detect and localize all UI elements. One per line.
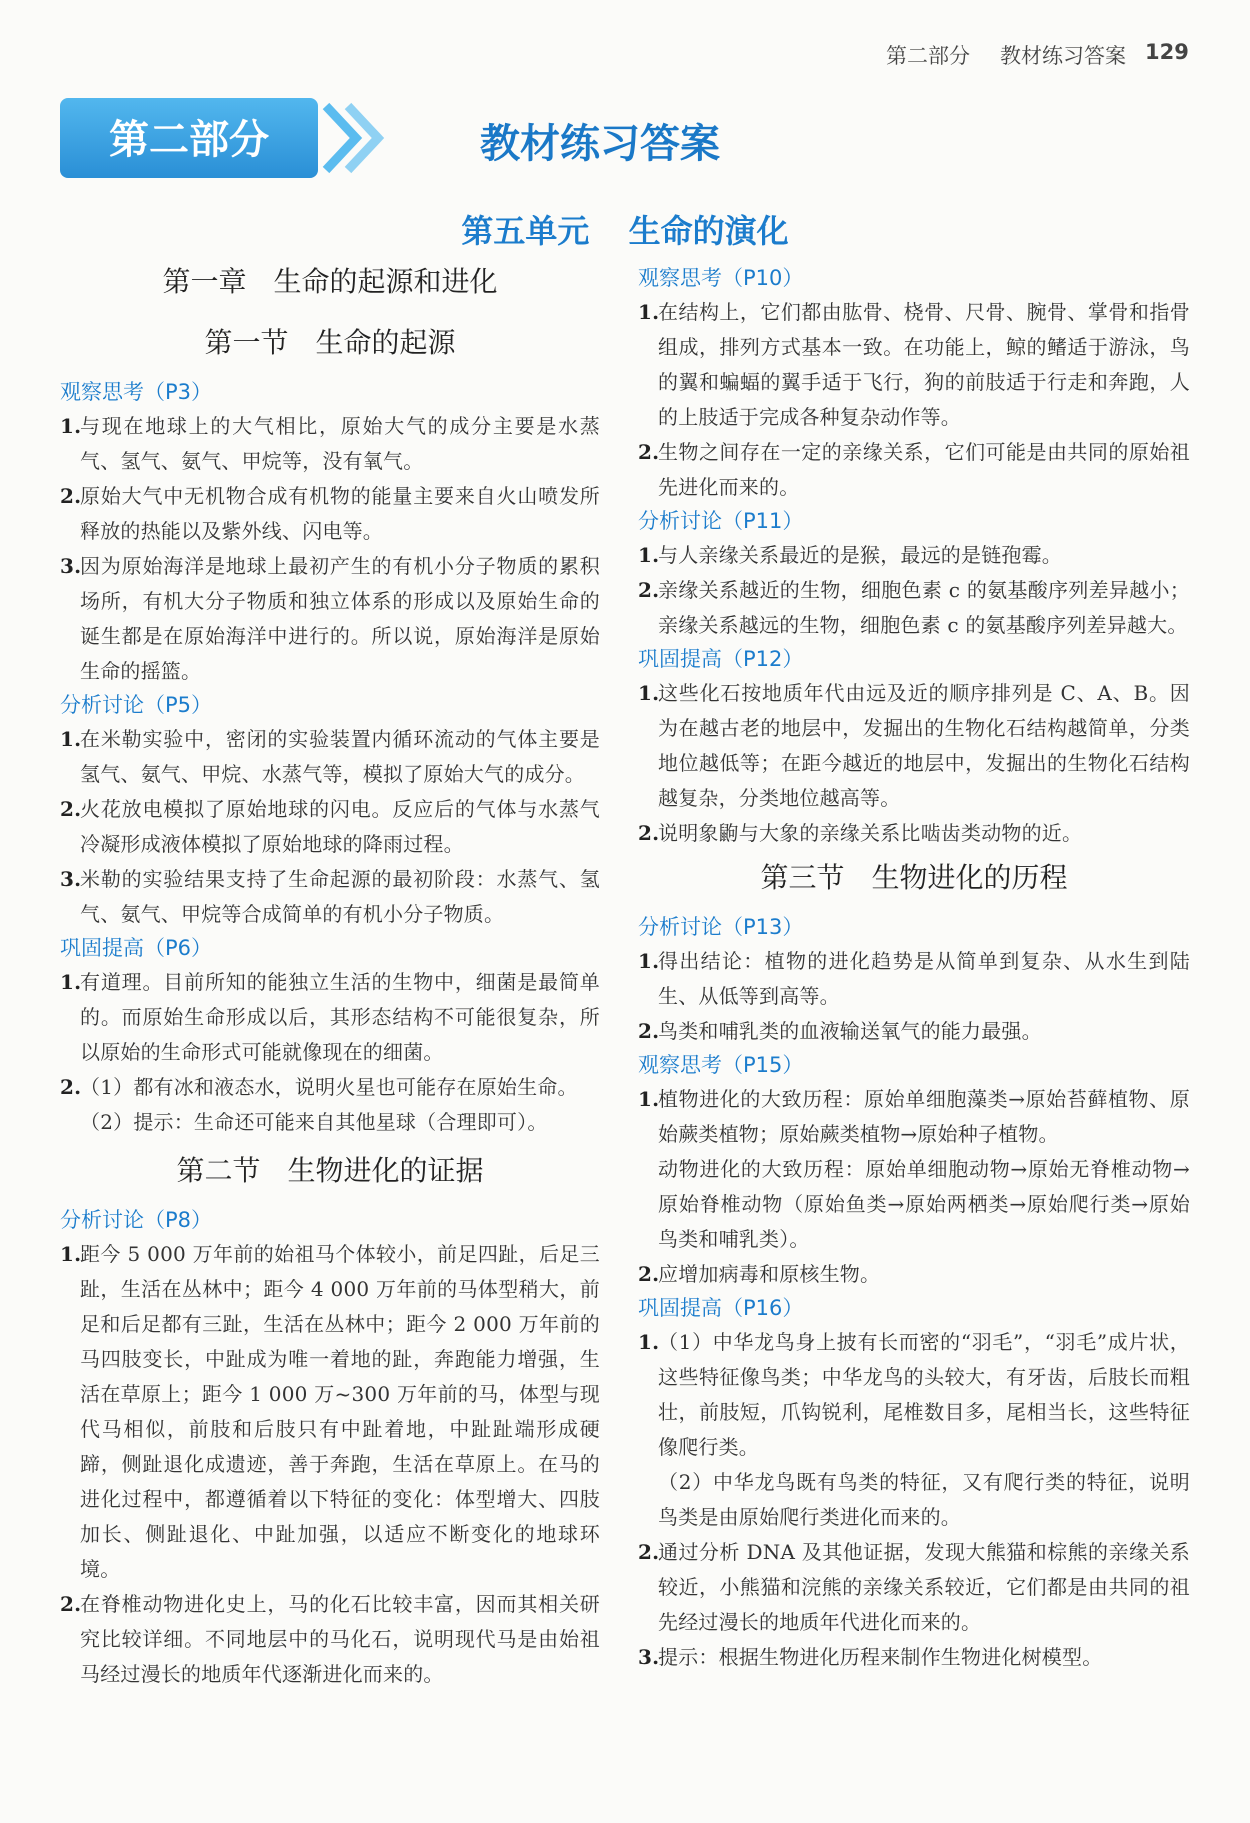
answer-item: 2. 原始大气中无机物合成有机物的能量主要来自火山喷发所释放的热能以及紫外线、闪电等。 [60, 484, 600, 543]
answer-item: 2. 通过分析 DNA 及其他证据，发现大熊猫和棕熊的亲缘关系较近，小熊猫和浣熊的亲缘关系较近，它们都是由共同的祖先经过漫长的地质年代进化而来的。 [638, 1540, 1190, 1634]
exercise-heading: 观察思考（P10） [638, 266, 804, 290]
section-banner [60, 98, 1180, 178]
answer-item: 1. 这些化石按地质年代由远及近的顺序排列是 C、A、B。因为在越古老的地层中，发掘出的生物化石结构越简单，分类地位越低等；在距今越近的地层中，发掘出的生物化石结构越复杂，分类地位越高等。 [638, 681, 1190, 810]
page-number: 129 [1145, 40, 1189, 64]
header-part: 第二部分 [886, 44, 970, 68]
banner-label: 第二部分 [109, 117, 269, 163]
answer-item: 3. 因为原始海洋是地球上最初产生的有机小分子物质的累积场所，有机大分子物质和独立体系的形成以及原始生命的诞生都是在原始海洋中进行的。所以说，原始海洋是原始生命的摇篮。 [60, 554, 600, 683]
answer-item: 2. （1）都有冰和液态水，说明火星也可能存在原始生命。 [60, 1075, 578, 1099]
exercise-heading: 分析讨论（P5） [60, 693, 213, 717]
exercise-heading: 分析讨论（P8） [60, 1208, 213, 1232]
left-column [60, 262, 600, 1692]
banner-box [60, 98, 318, 178]
section-title: 第三节 生物进化的历程 [760, 861, 1068, 894]
exercise-heading: 巩固提高（P6） [60, 936, 213, 960]
running-header [0, 40, 1250, 84]
section-title: 第二节 生物进化的证据 [176, 1154, 484, 1187]
answer-item: 2. 在脊椎动物进化史上，马的化石比较丰富，因而其相关研究比较详细。不同地层中的马化石，说明现代马是由始祖马经过漫长的地质年代逐渐进化而来的。 [60, 1592, 600, 1686]
answer-item: 1. 与人亲缘关系最近的是猴，最远的是链孢霉。 [638, 543, 1062, 567]
header-title: 教材练习答案 [1000, 44, 1126, 68]
exercise-heading: 巩固提高（P12） [638, 647, 804, 671]
answer-item: 1. 植物进化的大致历程：原始单细胞藻类→原始苔藓植物、原始蕨类植物；原始蕨类植物→原始种子植物。 [638, 1087, 1190, 1146]
unit-title: 第五单元 生命的演化 [461, 212, 789, 250]
answer-item: 2. 鸟类和哺乳类的血液输送氧气的能力最强。 [638, 1019, 1042, 1043]
chapter-title: 第一章 生命的起源和进化 [162, 265, 498, 298]
answer-item: 1. 得出结论：植物的进化趋势是从简单到复杂、从水生到陆生、从低等到高等。 [638, 949, 1190, 1008]
answer-item: 1. 在米勒实验中，密闭的实验装置内循环流动的气体主要是氢气、氨气、甲烷、水蒸气等，模拟了原始大气的成分。 [60, 727, 600, 786]
exercise-heading: 分析讨论（P11） [638, 509, 804, 533]
answer-item: 2. 火花放电模拟了原始地球的闪电。反应后的气体与水蒸气冷凝形成液体模拟了原始地球的降雨过程。 [60, 797, 600, 856]
exercise-heading: 分析讨论（P13） [638, 915, 804, 939]
answer-item: 2. 说明象鼩与大象的亲缘关系比啮齿类动物的近。 [638, 821, 1083, 845]
banner-title: 教材练习答案 [480, 121, 720, 167]
answer-item-continued: （2）中华龙鸟既有鸟类的特征，又有爬行类的特征，说明鸟类是由原始爬行类进化而来的。 [658, 1470, 1190, 1529]
answer-item-continued: （2）提示：生命还可能来自其他星球（合理即可）。 [80, 1110, 548, 1134]
answer-item-continued: 动物进化的大致历程：原始单细胞动物→原始无脊椎动物→原始脊椎动物（原始鱼类→原始两栖类→原始爬行类→原始鸟类和哺乳类）。 [658, 1157, 1190, 1251]
right-column [638, 262, 1190, 1675]
answer-item: 1. （1）中华龙鸟身上披有长而密的“羽毛”，“羽毛”成片状，这些特征像鸟类；中华龙鸟的头较大，有牙齿，后肢长而粗壮，前肢短，爪钩锐利，尾椎数目多，尾相当长，这些特征像爬行类。 [638, 1330, 1190, 1459]
answer-item: 3. 米勒的实验结果支持了生命起源的最初阶段：水蒸气、氢气、氨气、甲烷等合成简单的有机小分子物质。 [60, 867, 600, 926]
exercise-heading: 巩固提高（P16） [638, 1296, 804, 1320]
answer-item: 1. 有道理。目前所知的能独立生活的生物中，细菌是最简单的。而原始生命形成以后，其形态结构不可能很复杂，所以原始的生命形式可能就像现在的细菌。 [60, 970, 600, 1064]
answer-item: 1. 在结构上，它们都由肱骨、桡骨、尺骨、腕骨、掌骨和指骨组成，排列方式基本一致。在功能上，鲸的鳍适于游泳，鸟的翼和蝙蝠的翼手适于飞行，狗的前肢适于行走和奔跑，人的上肢适于完成各种复杂动作等。 [638, 300, 1190, 429]
section-title: 第一节 生命的起源 [204, 326, 456, 359]
answer-item: 1. 与现在地球上的大气相比，原始大气的成分主要是水蒸气、氢气、氨气、甲烷等，没有氧气。 [60, 414, 600, 473]
answer-item: 3. 提示：根据生物进化历程来制作生物进化树模型。 [638, 1645, 1103, 1669]
chevron-arrows-icon [322, 102, 412, 174]
answer-item: 2. 亲缘关系越近的生物，细胞色素 c 的氨基酸序列差异越小；亲缘关系越远的生物，细胞色素 c 的氨基酸序列差异越大。 [638, 578, 1190, 637]
answer-item: 2. 应增加病毒和原核生物。 [638, 1262, 881, 1286]
answer-item: 1. 距今 5 000 万年前的始祖马个体较小，前足四趾，后足三趾，生活在丛林中；距今 4 000 万年前的马体型稍大，前足和后足都有三趾，生活在丛林中；距今 2 000 万年前的马四肢变长，中趾成为唯一着地的趾，奔跑能力增强，生活在草原上；距今 1 000 万~300 万年前的马，体型与现代马相似，前肢和后肢只有中趾着地，中趾趾端形成硬蹄，侧趾退化成遗迹，善于奔跑，生活在草原上。在马的进化过程中，都遵循着以下特征的变化：体型增大、四肢加长、侧趾退化、中趾加强，以适应不断变化的地球环境。 [60, 1242, 600, 1581]
answer-item: 2. 生物之间存在一定的亲缘关系，它们可能是由共同的原始祖先进化而来的。 [638, 440, 1190, 499]
exercise-heading: 观察思考（P3） [60, 380, 213, 404]
exercise-heading: 观察思考（P15） [638, 1053, 804, 1077]
